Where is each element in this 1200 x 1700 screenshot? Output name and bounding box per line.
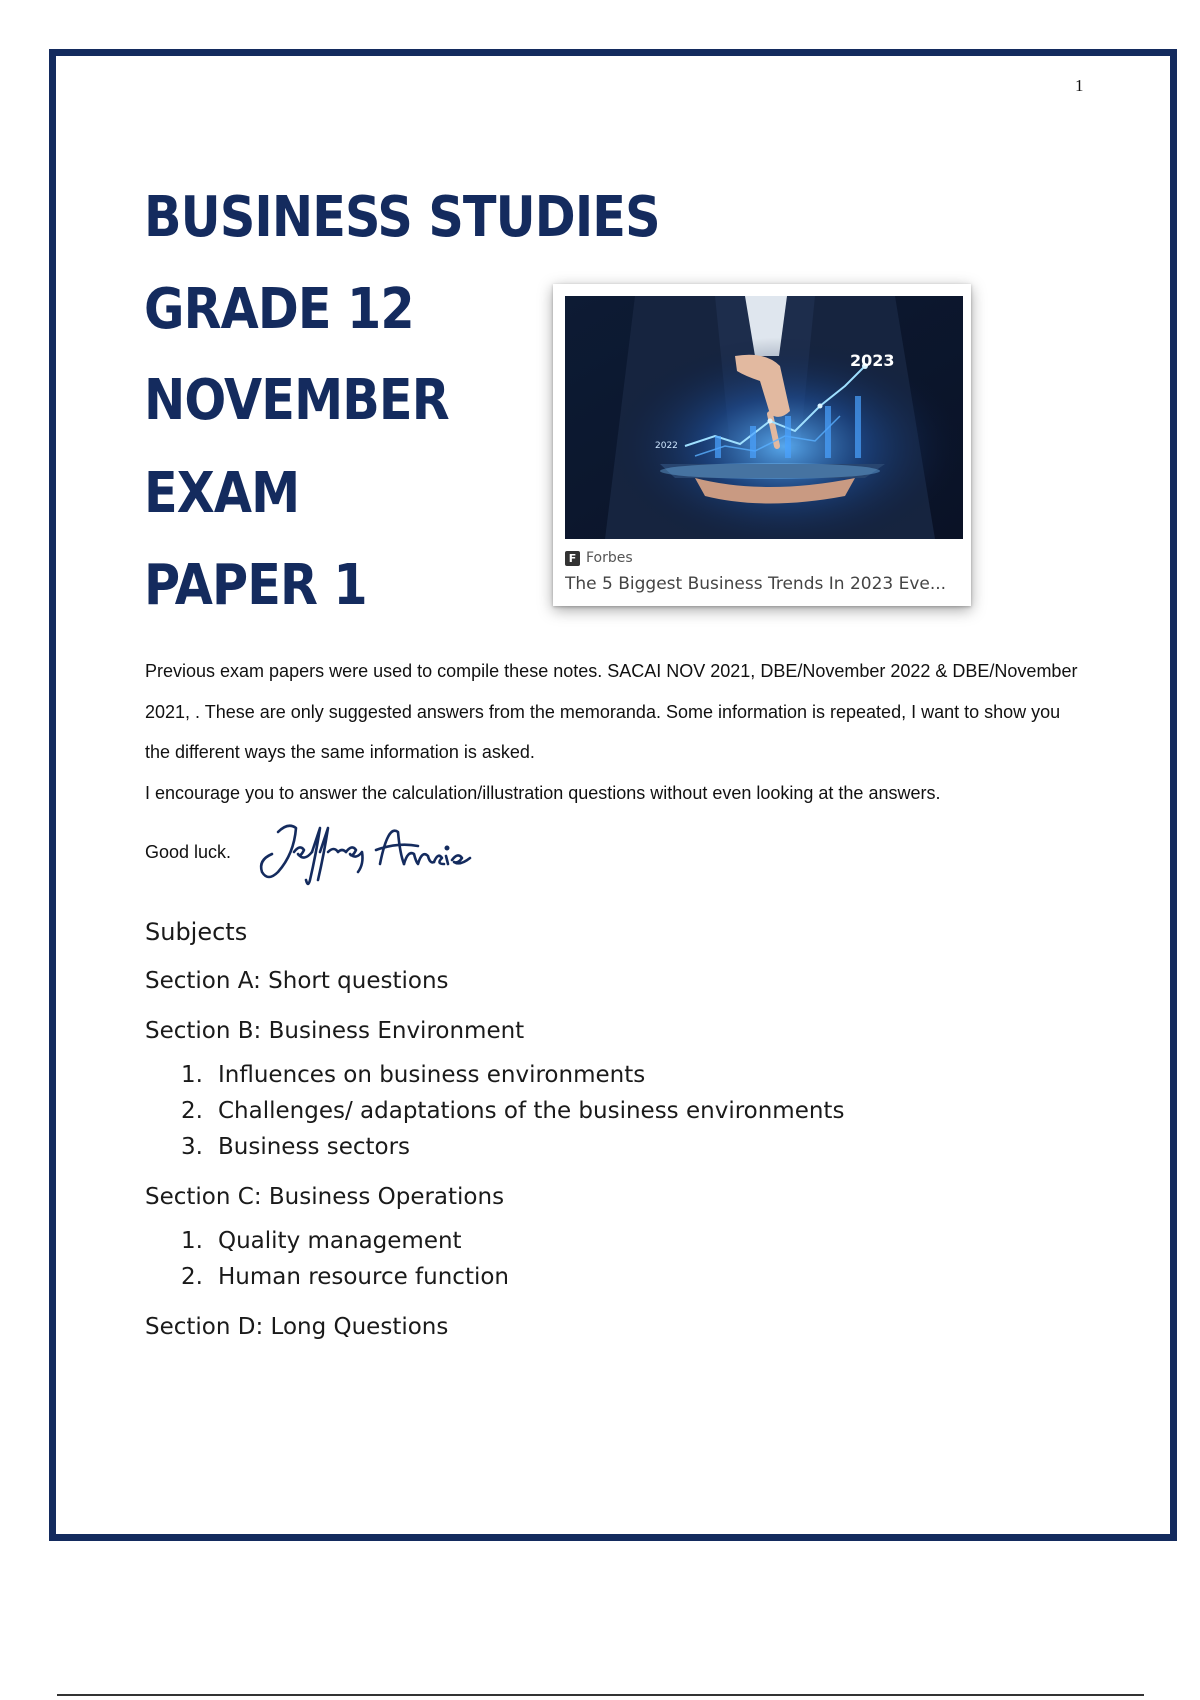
list-item-number: 2. [181, 1098, 203, 1124]
subjects-heading: Subjects [145, 918, 248, 946]
list-item-text: Influences on business environments [218, 1062, 646, 1088]
section-b-label: Section B: Business Environment [145, 1018, 525, 1044]
list-item-number: 1. [181, 1062, 203, 1088]
title-line-subject: BUSINESS STUDIES [144, 185, 660, 250]
section-d-label: Section D: Long Questions [145, 1314, 449, 1340]
page-number: 1 [1075, 76, 1084, 95]
title-line-paper: PAPER 1 [144, 553, 367, 618]
intro-paragraph-1: Previous exam papers were used to compile these notes. SACAI NOV 2021, DBE/November 2022 & DBE/November 2021, . These are only suggested answers from the memoranda. Some information is repeated, I want to show you the different ways the same information is asked. [145, 661, 1078, 762]
image-caption-link[interactable]: The 5 Biggest Business Trends In 2023 Eve... [565, 574, 947, 594]
list-item [181, 1062, 844, 1098]
photo-small-year-label: 2022 [655, 441, 678, 451]
page-bottom-divider [57, 1694, 1144, 1696]
intro-text [145, 651, 1080, 813]
image-source [565, 550, 633, 566]
title-line-grade: GRADE 12 [144, 277, 414, 342]
section-c-topics [181, 1228, 844, 1300]
section-b-topics [181, 1062, 844, 1170]
list-item [181, 1228, 844, 1264]
section-a-label: Section A: Short questions [145, 968, 449, 994]
list-item-number: 2. [181, 1264, 203, 1290]
list-item [181, 1134, 844, 1170]
section-c-label: Section C: Business Operations [145, 1184, 505, 1210]
business-trends-photo [565, 296, 963, 539]
list-item [181, 1264, 844, 1300]
subjects-list [145, 918, 844, 1364]
list-item-number: 1. [181, 1228, 203, 1254]
forbes-logo-icon: F [565, 551, 580, 566]
photo-year-label: 2023 [850, 351, 895, 370]
article-image-card[interactable] [553, 284, 971, 606]
list-item [181, 1098, 844, 1134]
good-luck-text: Good luck. [145, 842, 232, 862]
list-item-text: Quality management [218, 1228, 462, 1254]
title-line-exam: EXAM [144, 461, 300, 526]
list-item-text: Challenges/ adaptations of the business environments [218, 1098, 845, 1124]
list-item-text: Human resource function [218, 1264, 510, 1290]
list-item-text: Business sectors [218, 1134, 411, 1160]
title-line-month: NOVEMBER [144, 368, 449, 433]
list-item-number: 3. [181, 1134, 203, 1160]
intro-paragraph-2: I encourage you to answer the calculation/illustration questions without even looking at the answers. [145, 782, 941, 803]
image-source-label: Forbes [586, 550, 633, 566]
handwritten-signature [248, 814, 478, 899]
